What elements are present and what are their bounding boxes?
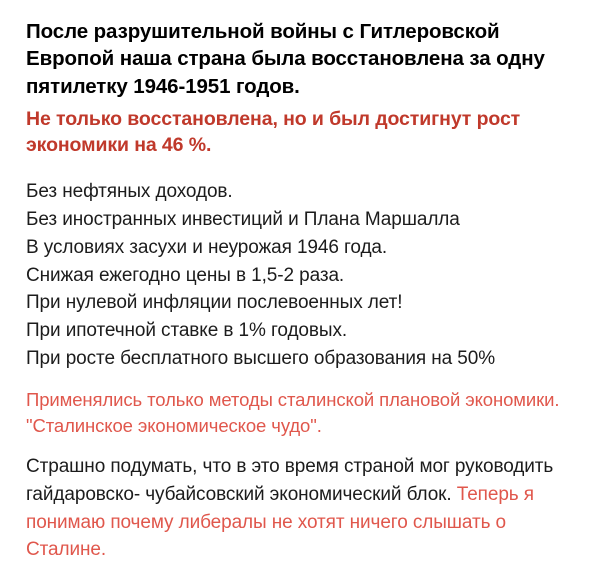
spacer-before-note bbox=[26, 373, 582, 387]
final-paragraph-black-text: Страшно подумать, что в это время страной мог руководить гайдаровско- чубайсовский экономический блок. bbox=[26, 456, 554, 505]
list-item: В условиях засухи и неурожая 1946 года. bbox=[26, 236, 388, 258]
document-heading: После разрушительной войны с Гитлеровской Европой наша страна была восстановлена за одну пятилетку 1946-1951 годов. bbox=[26, 20, 545, 98]
spacer-before-final bbox=[26, 439, 582, 453]
list-item: Снижая ежегодно цены в 1,5-2 раза. bbox=[26, 264, 345, 286]
list-item: При ипотечной ставке в 1% годовых. bbox=[26, 320, 348, 342]
achievements-list bbox=[26, 178, 582, 372]
spacer-after-heading bbox=[26, 158, 582, 178]
red-note-paragraph: Применялись только методы сталинской плановой экономики. "Сталинское экономическое чудо". bbox=[26, 388, 560, 436]
list-item: При нулевой инфляции послевоенных лет! bbox=[26, 292, 403, 314]
list-item: Без нефтяных доходов. bbox=[26, 181, 233, 203]
document-heading-highlight: Не только восстановлена, но и был достигнут рост экономики на 46 %. bbox=[26, 107, 521, 157]
final-paragraph bbox=[26, 453, 582, 564]
list-item: Без иностранных инвестиций и Плана Маршалла bbox=[26, 209, 460, 231]
final-paragraph-red-text: Теперь я понимаю почему либералы не хотят ничего слышать о Сталине. bbox=[26, 483, 534, 561]
list-item: При росте бесплатного высшего образования на 50% bbox=[26, 347, 496, 369]
